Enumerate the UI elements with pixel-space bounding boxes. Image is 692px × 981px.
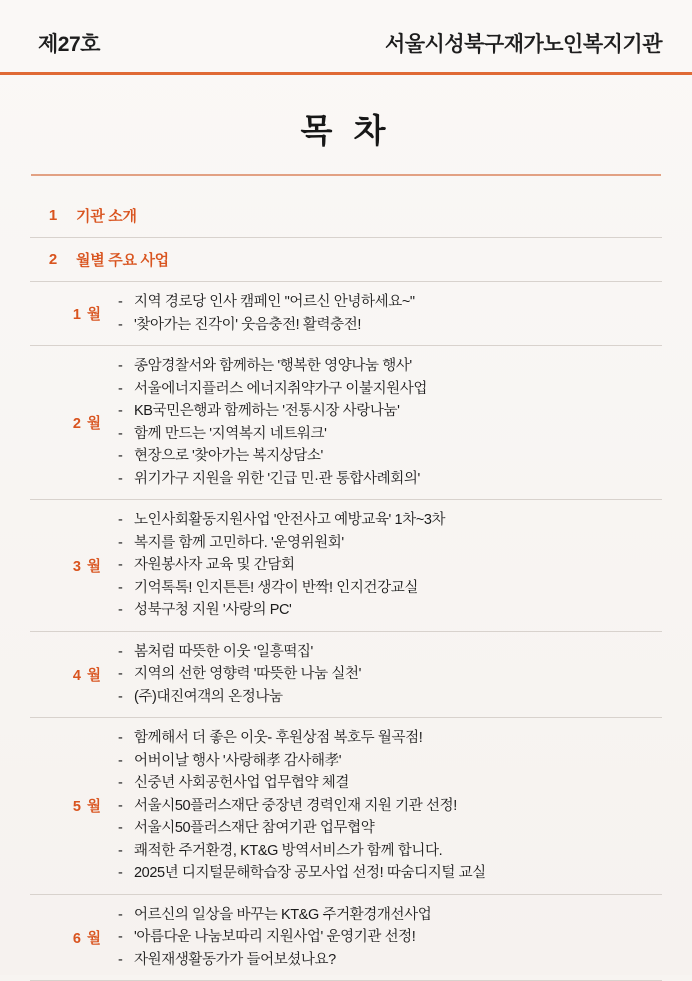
month-item-list <box>116 632 662 718</box>
list-item-label: 종암경찰서와 함께하는 '행복한 영양나눔 행사' <box>134 355 662 378</box>
dash-bullet-icon: - <box>118 468 134 491</box>
month-row[interactable] <box>30 500 662 632</box>
dash-bullet-icon: - <box>118 750 134 773</box>
dash-bullet-icon: - <box>118 509 134 532</box>
list-item-label: 복지를 함께 고민하다. '운영위원회' <box>134 532 662 555</box>
dash-bullet-icon: - <box>118 817 134 840</box>
list-item-label: (주)대진여객의 온정나눔 <box>134 686 662 709</box>
list-item-label: 함께해서 더 좋은 이웃- 후원상점 복호두 월곡점! <box>134 727 662 750</box>
list-item-label: 자원재생활동가가 들어보셨나요? <box>134 949 662 972</box>
list-item-label: 지역의 선한 영향력 '따뜻한 나눔 실천' <box>134 663 662 686</box>
list-item[interactable] <box>118 355 662 378</box>
list-item[interactable] <box>118 378 662 401</box>
list-item[interactable] <box>118 750 662 773</box>
dash-bullet-icon: - <box>118 840 134 863</box>
dash-bullet-icon: - <box>118 926 134 949</box>
list-item-label: 노인사회활동지원사업 '안전사고 예방교육' 1차~3차 <box>134 509 662 532</box>
issue-number: 제27호 <box>38 28 100 58</box>
list-item-label: 기억톡톡! 인지튼튼! 생각이 반짝! 인지건강교실 <box>134 577 662 600</box>
list-item-label: 위기가구 지원을 위한 '긴급 민·관 통합사례회의' <box>134 468 662 491</box>
list-item[interactable] <box>118 926 662 949</box>
list-item-label: 어버이날 행사 '사랑해孝 감사해孝' <box>134 750 662 773</box>
dash-bullet-icon: - <box>118 641 134 664</box>
month-item-list <box>116 718 662 894</box>
dash-bullet-icon: - <box>118 378 134 401</box>
list-item-label: 자원봉사자 교육 및 간담회 <box>134 554 662 577</box>
month-label: 6 월 <box>30 927 116 948</box>
list-item[interactable] <box>118 840 662 863</box>
section-number: 1 <box>30 207 76 224</box>
list-item[interactable] <box>118 727 662 750</box>
list-item[interactable] <box>118 862 662 885</box>
dash-bullet-icon: - <box>118 862 134 885</box>
list-item-label: 쾌적한 주거환경, KT&G 방역서비스가 함께 합니다. <box>134 840 662 863</box>
month-row[interactable] <box>30 895 662 981</box>
list-item-label: 함께 만드는 '지역복지 네트워크' <box>134 423 662 446</box>
month-row[interactable] <box>30 632 662 719</box>
list-item[interactable] <box>118 400 662 423</box>
page-title: 목 차 <box>0 105 692 152</box>
section-label: 기관 소개 <box>76 205 137 226</box>
dash-bullet-icon: - <box>118 949 134 972</box>
list-item-label: 서울에너지플러스 에너지취약가구 이불지원사업 <box>134 378 662 401</box>
list-item[interactable] <box>118 509 662 532</box>
month-row[interactable] <box>30 282 662 346</box>
list-item[interactable] <box>118 577 662 600</box>
list-item[interactable] <box>118 423 662 446</box>
dash-bullet-icon: - <box>118 795 134 818</box>
dash-bullet-icon: - <box>118 445 134 468</box>
dash-bullet-icon: - <box>118 772 134 795</box>
list-item-label: 성북구청 지원 '사랑의 PC' <box>134 599 662 622</box>
list-item[interactable] <box>118 314 662 337</box>
dash-bullet-icon: - <box>118 423 134 446</box>
dash-bullet-icon: - <box>118 663 134 686</box>
list-item-label: 현장으로 '찾아가는 복지상담소' <box>134 445 662 468</box>
month-label: 5 월 <box>30 795 116 816</box>
list-item[interactable] <box>118 291 662 314</box>
dash-bullet-icon: - <box>118 686 134 709</box>
month-row[interactable] <box>30 346 662 500</box>
title-block <box>0 75 692 194</box>
organization-name: 서울시성북구재가노인복지기관 <box>385 28 662 58</box>
month-label: 3 월 <box>30 555 116 576</box>
section-label: 월별 주요 사업 <box>76 249 169 270</box>
list-item[interactable] <box>118 532 662 555</box>
month-item-list <box>116 895 662 981</box>
list-item[interactable] <box>118 949 662 972</box>
list-item[interactable] <box>118 904 662 927</box>
toc-section-row[interactable] <box>30 194 662 238</box>
section-number: 2 <box>30 251 76 268</box>
dash-bullet-icon: - <box>118 904 134 927</box>
list-item-label: 어르신의 일상을 바꾸는 KT&G 주거환경개선사업 <box>134 904 662 927</box>
dash-bullet-icon: - <box>118 291 134 314</box>
month-item-list <box>116 282 662 345</box>
dash-bullet-icon: - <box>118 314 134 337</box>
dash-bullet-icon: - <box>118 727 134 750</box>
dash-bullet-icon: - <box>118 599 134 622</box>
list-item-label: 서울시50플러스재단 참여기관 업무협약 <box>134 817 662 840</box>
page-header <box>0 0 692 68</box>
list-item-label: 지역 경로당 인사 캠페인 "어르신 안녕하세요~" <box>134 291 662 314</box>
list-item-label: 2025년 디지털문해학습장 공모사업 선정! 따숨디지털 교실 <box>134 862 662 885</box>
list-item[interactable] <box>118 795 662 818</box>
list-item[interactable] <box>118 817 662 840</box>
list-item[interactable] <box>118 445 662 468</box>
table-of-contents <box>30 194 662 981</box>
list-item-label: 봄처럼 따뜻한 이웃 '일흥떡집' <box>134 641 662 664</box>
list-item-label: KB국민은행과 함께하는 '전통시장 사랑나눔' <box>134 400 662 423</box>
dash-bullet-icon: - <box>118 355 134 378</box>
dash-bullet-icon: - <box>118 400 134 423</box>
list-item[interactable] <box>118 468 662 491</box>
list-item[interactable] <box>118 663 662 686</box>
list-item-label: 신중년 사회공헌사업 업무협약 체결 <box>134 772 662 795</box>
list-item-label: '찾아가는 진각이' 웃음충전! 활력충전! <box>134 314 662 337</box>
month-row[interactable] <box>30 718 662 895</box>
month-label: 1 월 <box>30 303 116 324</box>
month-item-list <box>116 346 662 499</box>
list-item[interactable] <box>118 641 662 664</box>
month-label: 4 월 <box>30 664 116 685</box>
month-item-list <box>116 500 662 631</box>
dash-bullet-icon: - <box>118 554 134 577</box>
list-item-label: 서울시50플러스재단 중장년 경력인재 지원 기관 선정! <box>134 795 662 818</box>
list-item[interactable] <box>118 599 662 622</box>
toc-section-row[interactable] <box>30 238 662 282</box>
dash-bullet-icon: - <box>118 532 134 555</box>
month-label: 2 월 <box>30 412 116 433</box>
title-divider <box>31 174 661 176</box>
list-item[interactable] <box>118 554 662 577</box>
list-item-label: '아름다운 나눔보따리 지원사업' 운영기관 선정! <box>134 926 662 949</box>
list-item[interactable] <box>118 686 662 709</box>
dash-bullet-icon: - <box>118 577 134 600</box>
list-item[interactable] <box>118 772 662 795</box>
